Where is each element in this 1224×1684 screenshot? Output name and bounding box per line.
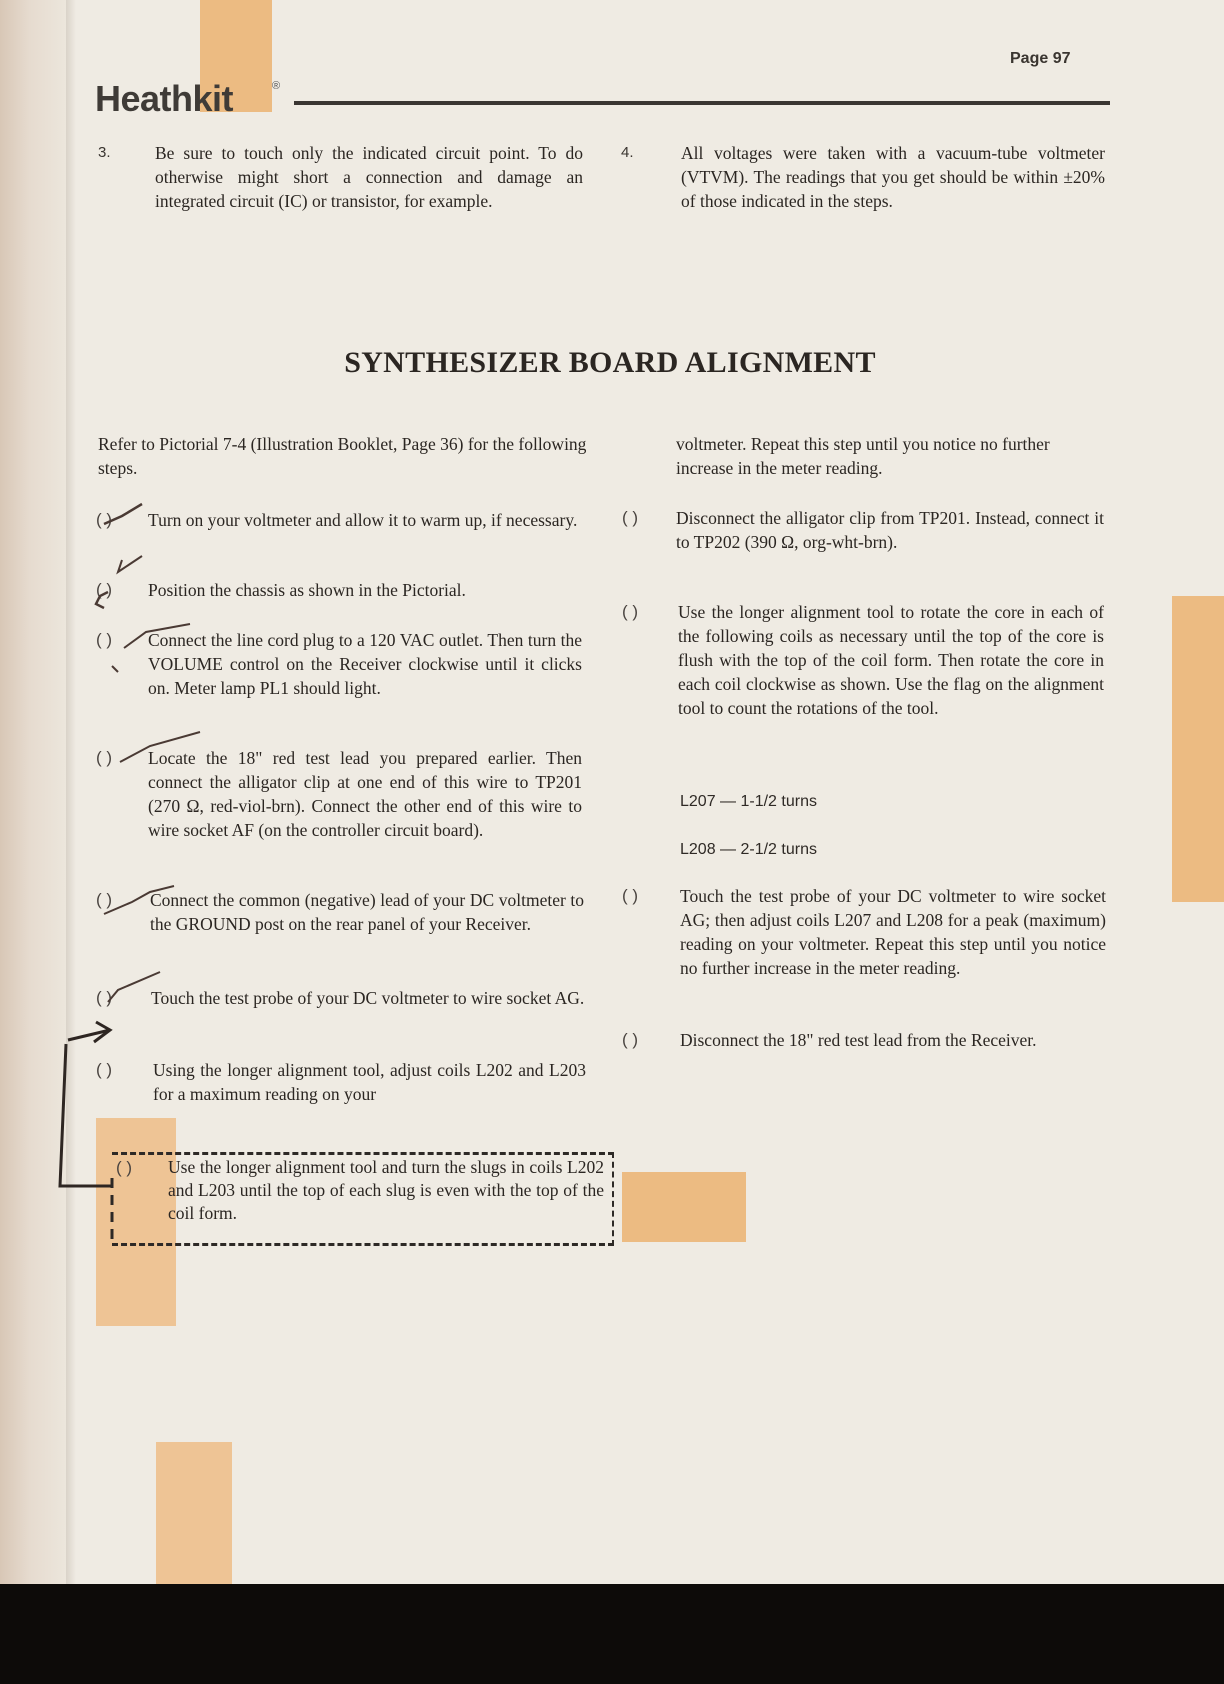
step-checkbox[interactable]: ( ) bbox=[96, 1060, 113, 1079]
tape-strip-center bbox=[622, 1172, 746, 1242]
step-checkbox[interactable]: ( ) bbox=[96, 580, 113, 599]
step-text: Turn on your voltmeter and allow it to warm up, if necessary. bbox=[148, 510, 578, 530]
heathkit-logo: Heathkit bbox=[95, 78, 234, 119]
binding-shadow bbox=[66, 0, 76, 1584]
step-text: Touch the test probe of your DC voltmeter to wire socket AG; then adjust coils L207 and L208 for a peak (maximum) reading on your voltmeter. Repeat this step until you notice no further increase in the meter reading. bbox=[680, 886, 1106, 978]
tape-strip-bottom bbox=[156, 1442, 232, 1584]
step-checkbox[interactable]: ( ) bbox=[96, 630, 113, 649]
step-checkbox[interactable]: ( ) bbox=[96, 988, 113, 1007]
coil-turns: 2-1/2 turns bbox=[740, 841, 817, 858]
note-text: All voltages were taken with a vacuum-tube voltmeter (VTVM). The readings that you get should be within ±20% of those indicated in the steps. bbox=[681, 143, 1105, 211]
header-rule bbox=[294, 101, 1110, 105]
step-text: Using the longer alignment tool, adjust coils L202 and L203 for a maximum reading on your bbox=[153, 1060, 586, 1104]
step-text: Use the longer alignment tool to rotate the core in each of the following coils as necessary until the top of the core is flush with the top of the coil form. Then rotate the core in each coil clockwise as shown. Use the flag on the alignment tool to count the rotations of the tool. bbox=[678, 602, 1104, 718]
step-checkbox[interactable]: ( ) bbox=[622, 602, 639, 621]
step-checkbox[interactable]: ( ) bbox=[96, 748, 113, 767]
scan-background bbox=[0, 1584, 1224, 1684]
coil-separator: — bbox=[715, 793, 741, 810]
step-text: Touch the test probe of your DC voltmeter to wire socket AG. bbox=[151, 988, 585, 1008]
step-checkbox[interactable]: ( ) bbox=[96, 890, 113, 909]
continued-step-text: voltmeter. Repeat this step until you notice no further increase in the meter reading. bbox=[676, 434, 1050, 478]
section-title: SYNTHESIZER BOARD ALIGNMENT bbox=[344, 346, 876, 379]
step-text: Locate the 18" red test lead you prepared earlier. Then connect the alligator clip at one end of this wire to TP201 (270 Ω, red-viol-brn). Connect the other end of this wire to wire socket AF (on the controller circuit board). bbox=[148, 748, 582, 840]
step-checkbox[interactable]: ( ) bbox=[622, 1030, 639, 1049]
step-checkbox[interactable]: ( ) bbox=[116, 1158, 133, 1177]
coil-name: L207 bbox=[680, 793, 716, 810]
intro-text: Refer to Pictorial 7-4 (Illustration Booklet, Page 36) for the following steps. bbox=[98, 434, 587, 478]
step-text: Disconnect the alligator clip from TP201. Instead, connect it to TP202 (390 Ω, org-wht-brn). bbox=[676, 508, 1104, 552]
note-text: Be sure to touch only the indicated circuit point. To do otherwise might short a connection and damage an integrated circuit (IC) or transistor, for example. bbox=[155, 143, 583, 211]
coil-turn-item bbox=[680, 793, 817, 811]
step-checkbox[interactable]: ( ) bbox=[622, 886, 639, 905]
step-checkbox[interactable]: ( ) bbox=[622, 508, 639, 527]
step-text: Disconnect the 18" red test lead from the Receiver. bbox=[680, 1030, 1037, 1050]
coil-name: L208 bbox=[680, 841, 716, 858]
coil-turn-item bbox=[680, 841, 817, 859]
inserted-step-text: Use the longer alignment tool and turn the slugs in coils L202 and L203 until the top of each slug is even with the top of the coil form. bbox=[168, 1157, 604, 1223]
note-number: 3. bbox=[98, 144, 111, 161]
registered-mark: ® bbox=[272, 80, 281, 92]
coil-turns: 1-1/2 turns bbox=[740, 793, 817, 810]
step-text: Position the chassis as shown in the Pictorial. bbox=[148, 580, 466, 600]
coil-separator: — bbox=[715, 841, 741, 858]
step-text: Connect the common (negative) lead of your DC voltmeter to the GROUND post on the rear panel of your Receiver. bbox=[150, 890, 584, 934]
step-text: Connect the line cord plug to a 120 VAC outlet. Then turn the VOLUME control on the Receiver clockwise until it clicks on. Meter lamp PL1 should light. bbox=[148, 630, 582, 698]
step-checkbox[interactable]: ( ) bbox=[96, 510, 113, 529]
note-number: 4. bbox=[621, 144, 634, 161]
page-number: Page 97 bbox=[1010, 50, 1071, 67]
page-binding-edge bbox=[0, 0, 66, 1584]
tape-strip-right bbox=[1172, 596, 1224, 902]
